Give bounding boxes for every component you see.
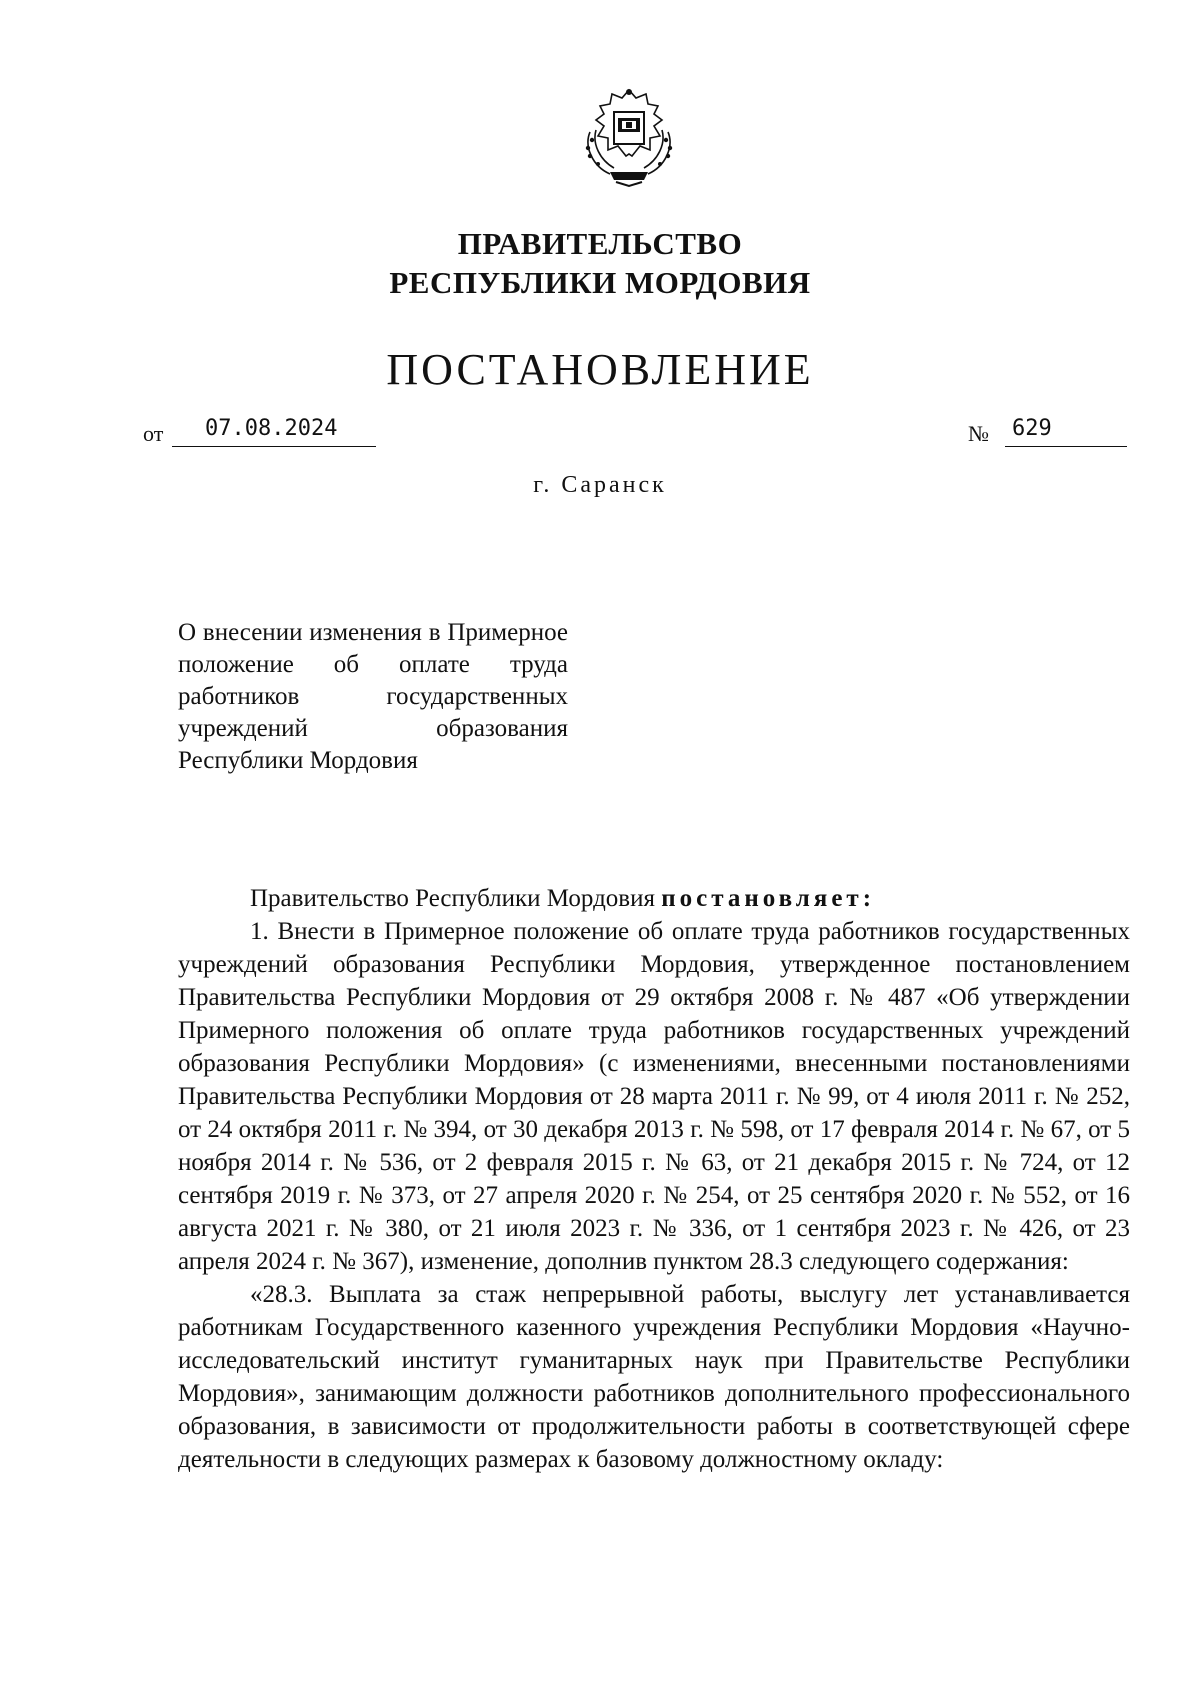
government-title-line2: РЕСПУБЛИКИ МОРДОВИЯ bbox=[389, 265, 811, 300]
government-title-line1: ПРАВИТЕЛЬСТВО bbox=[457, 226, 743, 261]
issue-city: г. Саранск bbox=[533, 472, 667, 498]
document-type-title: ПОСТАНОВЛЕНИЕ bbox=[386, 345, 814, 394]
number-underline bbox=[1005, 446, 1127, 447]
coat-of-arms-emblem bbox=[570, 84, 688, 188]
intro-text: Правительство Республики Мордовия bbox=[250, 885, 662, 912]
intro-paragraph bbox=[178, 882, 1130, 915]
decree-word: постановляет: bbox=[661, 885, 876, 912]
paragraph-1: 1. Внести в Примерное положение об оплате труда работников государственных учреждений образования Республики Мордовия, утвержденное постановлением Правительства Республики Мордовия от 29 октября 2008 г. № 487 «Об утверждении Примерного положения об оплате труда работников государственных учреждений образования Республики Мордовия» (с изменениями, внесенными постановлениями Правительства Республики Мордовия от 28 марта 2011 г. № 99, от 4 июля 2011 г. № 252, от 24 октября 2011 г. № 394, от 30 декабря 2013 г. № 598, от 17 февраля 2014 г. № 67, от 5 ноября 2014 г. № 536, от 2 февраля 2015 г. № 63, от 21 декабря 2015 г. № 724, от 12 сентября 2019 г. № 373, от 27 апреля 2020 г. № 254, от 25 сентября 2020 г. № 552, от 16 августа 2021 г. № 380, от 21 июля 2023 г. № 336, от 1 сентября 2023 г. № 426, от 23 апреля 2024 г. № 367), изменение, дополнив пунктом 28.3 следующего содержания: bbox=[178, 918, 1130, 1275]
document-date: 07.08.2024 bbox=[205, 416, 338, 441]
date-prefix: от bbox=[143, 421, 164, 446]
date-underline bbox=[172, 446, 376, 447]
number-prefix: № bbox=[968, 421, 989, 446]
document-subject: О внесении изменения в Примерное положение об оплате труда работников государственных учреждений образования Республики Мордовия bbox=[178, 619, 568, 774]
paragraph-2: «28.3. Выплата за стаж непрерывной работы, выслугу лет устанавливается работникам Государственного казенного учреждения Республики Мордовия «Научно-исследовательский институт гуманитарных наук при Правительстве Республики Мордовия», занимающим должности работников дополнительного профессионального образования, в зависимости от продолжительности работы в соответствующей сфере деятельности в следующих размерах к базовому должностному окладу: bbox=[178, 1281, 1130, 1473]
document-number: 629 bbox=[1012, 416, 1052, 441]
document-body bbox=[178, 882, 1130, 1476]
